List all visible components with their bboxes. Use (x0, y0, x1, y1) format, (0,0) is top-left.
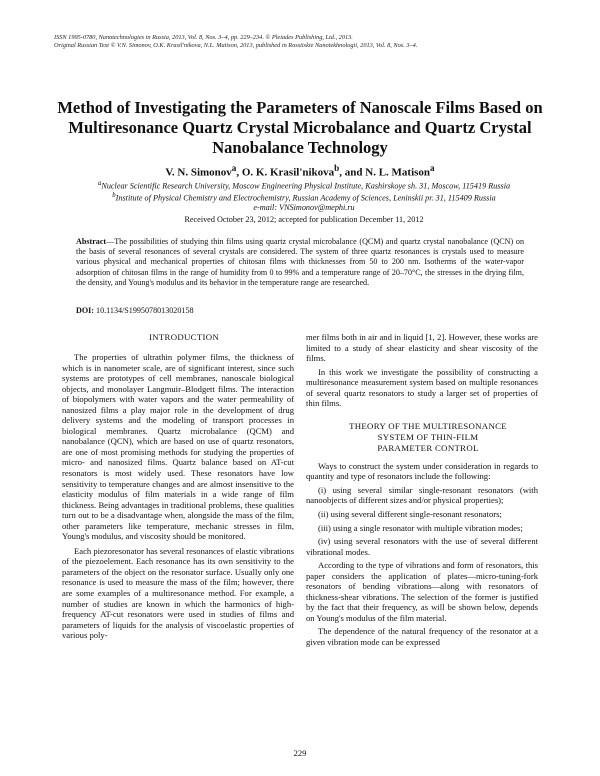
header-line-2: Original Russian Text © V.N. Simonov, O.K. Krasil'nikova, N.L. Matison, 2013, published in Rossiiskie Nanotekhnologii, 2013, Vol. 8, Nos. 3–4. (54, 42, 418, 49)
theory-paragraph-2: According to the type of vibrations and form of resonators, this paper considers the application of plates—micro-tuning-fork resonators of bending vibrations—along with resonators of thickness-shear vibrations. The selection of the former is justified by the fact that their frequency, as will be shown below, depends on Young's modulus of the film material. (306, 560, 538, 623)
section-heading-theory-line-2: SYSTEM OF THIN-FILM (377, 431, 479, 442)
left-column (62, 332, 294, 641)
author-2: O. K. Krasil'nikova (241, 166, 335, 179)
doi-label: DOI: (76, 306, 94, 315)
header-line-1: ISSN 1995-0780, Nanotechnologies in Russia, 2013, Vol. 8, Nos. 3–4, pp. 229–234. © Pleiades Publishing, Ltd., 2013. (54, 34, 353, 41)
right-paragraph-1: mer films both in air and in liquid [1, 2]. However, these works are limited to a study of shear elasticity and shear viscosity of the films. (306, 332, 538, 364)
affiliation-b-mark: b (112, 192, 116, 199)
author-2-affil: b (334, 163, 340, 173)
right-column (306, 332, 538, 648)
intro-paragraph-2: Each piezoresonator has several resonances of elastic vibrations of the piezoelement. Each resonance has its own sensitivity to the parameters of the object on the resonator surface. Usually only one resonance is used to measure the mass of the film; however, there are some examples of a multiresonance method. For example, a number of studies are known in which the harmonics of high-frequency AT-cut resonators were used in studies of films and parameters of liquids for the analysis of viscoelastic properties of various poly- (62, 545, 294, 641)
section-heading-introduction: INTRODUCTION (148, 332, 220, 342)
author-3: and N. L. Matison (344, 166, 431, 179)
abstract (76, 237, 524, 288)
theory-paragraph-3: The dependence of the natural frequency of the resonator at a given vibration mode can be expressed (306, 626, 538, 648)
received-dates: Received October 23, 2012; accepted for publication December 11, 2012 (184, 215, 424, 224)
intro-paragraph-1: The properties of ultrathin polymer films, the thickness of which is in nanometer scale, are of significant interest, since such systems are prototypes of cell membranes, nanoscale biological objects, and monolayer Langmuir–Blodgett films. The interaction of biopolymers with water vapors and the water permeability of nanosized films a play major role in the development of drug delivery systems and the modeling of transport processes in biological membranes. Quartz microbalance (QCM) and nanobalance (QCN), which are based on use of quartz resonators, are one of most promising methods for studying the properties of micro- and nanosized films. Quartz balance based on AT-cut resonators is most widely used. These resonators have low sensitivity to temperature changes and are almost insensitive to the elasticity modulus of film materials in a wide range of film thickness. Being advantages in traditional problems, these qualities turn out to be a disadvantage when, alongside the mass of the film, other parameters like temperature, mechanic stresses in film, Young's modulus, and viscosity should be monitored. (62, 352, 294, 542)
paper-title: Method of Investigating the Parameters of Nanoscale Films Based on Multiresonance Quartz Crystal Microbalance and Quartz Crystal Nanobalance Technology (57, 98, 543, 157)
list-item-i: (i) using several similar single-resonant resonators (with nanoobjects of different sizes and/or physical properties); (306, 484, 538, 506)
affiliation-a (54, 179, 554, 192)
theory-paragraph-1: Ways to construct the system under consideration in regards to quantity and type of resonators include the following: (306, 460, 538, 482)
author-1-affil: a (231, 163, 237, 173)
doi-value[interactable]: 10.1134/S1995078013020158 (96, 306, 194, 315)
right-paragraph-2: In this work we investigate the possibility of constructing a multiresonance measurement system based on multiple resonances of several quartz resonators to study a larger set of properties of thin films. (306, 366, 538, 409)
affiliation-a-mark: a (97, 180, 102, 187)
list-item-ii: (ii) using several different single-resonant resonators; (318, 509, 502, 520)
journal-header (54, 34, 554, 50)
section-heading-theory-line-3: PARAMETER CONTROL (377, 442, 479, 453)
affiliation-a-text: Nuclear Scientific Research University, Moscow Engineering Physical Institute, Kashirskoye sh. 31, Moscow, 115419 Russia (101, 181, 511, 191)
affiliation-b (54, 191, 554, 204)
author-list: V. N. Simonov$^a$, O. K. Krasil'nikova$^b$, and N. L. Matison$^a$ (165, 163, 435, 179)
list-item-iii: (iii) using a single resonator with multiple vibration modes; (318, 522, 523, 533)
abstract-text: —The possibilities of studying thin films using quartz crystal microbalance (QCM) and quartz crystal nanobalance (QCN) on the basis of several resonances of several crystals are considered. The system of three quartz resonances is crystals used to measure various physical and mechanical properties of chitosan films with thicknesses from 50 to 200 nm. Isotherms of the water-vapor adsorption of chitosan films in the range of humidity from 0 to 99% and a temperature range of 20–70°C, the stresses in the drying film, the density, and Young's modulus and its behavior in the temperature range are researched. (76, 237, 524, 287)
section-heading-theory-line-1: THEORY OF THE MULTIRESONANCE (349, 420, 507, 431)
abstract-label: Abstract (76, 237, 107, 246)
doi (76, 306, 524, 316)
author-3-affil: a (430, 163, 435, 173)
page-number: 229 (293, 748, 307, 758)
affiliation-b-text: Institute of Physical Chemistry and Electrochemistry, Russian Academy of Sciences, Leninskii pr. 31, 115409 Russia (115, 193, 496, 203)
list-item-iv: (iv) using several resonators with the use of several different vibrational modes. (306, 536, 538, 557)
contact-email: e-mail: VNSimonov@mephi.ru (253, 203, 355, 212)
author-1: V. N. Simonov (165, 166, 232, 179)
